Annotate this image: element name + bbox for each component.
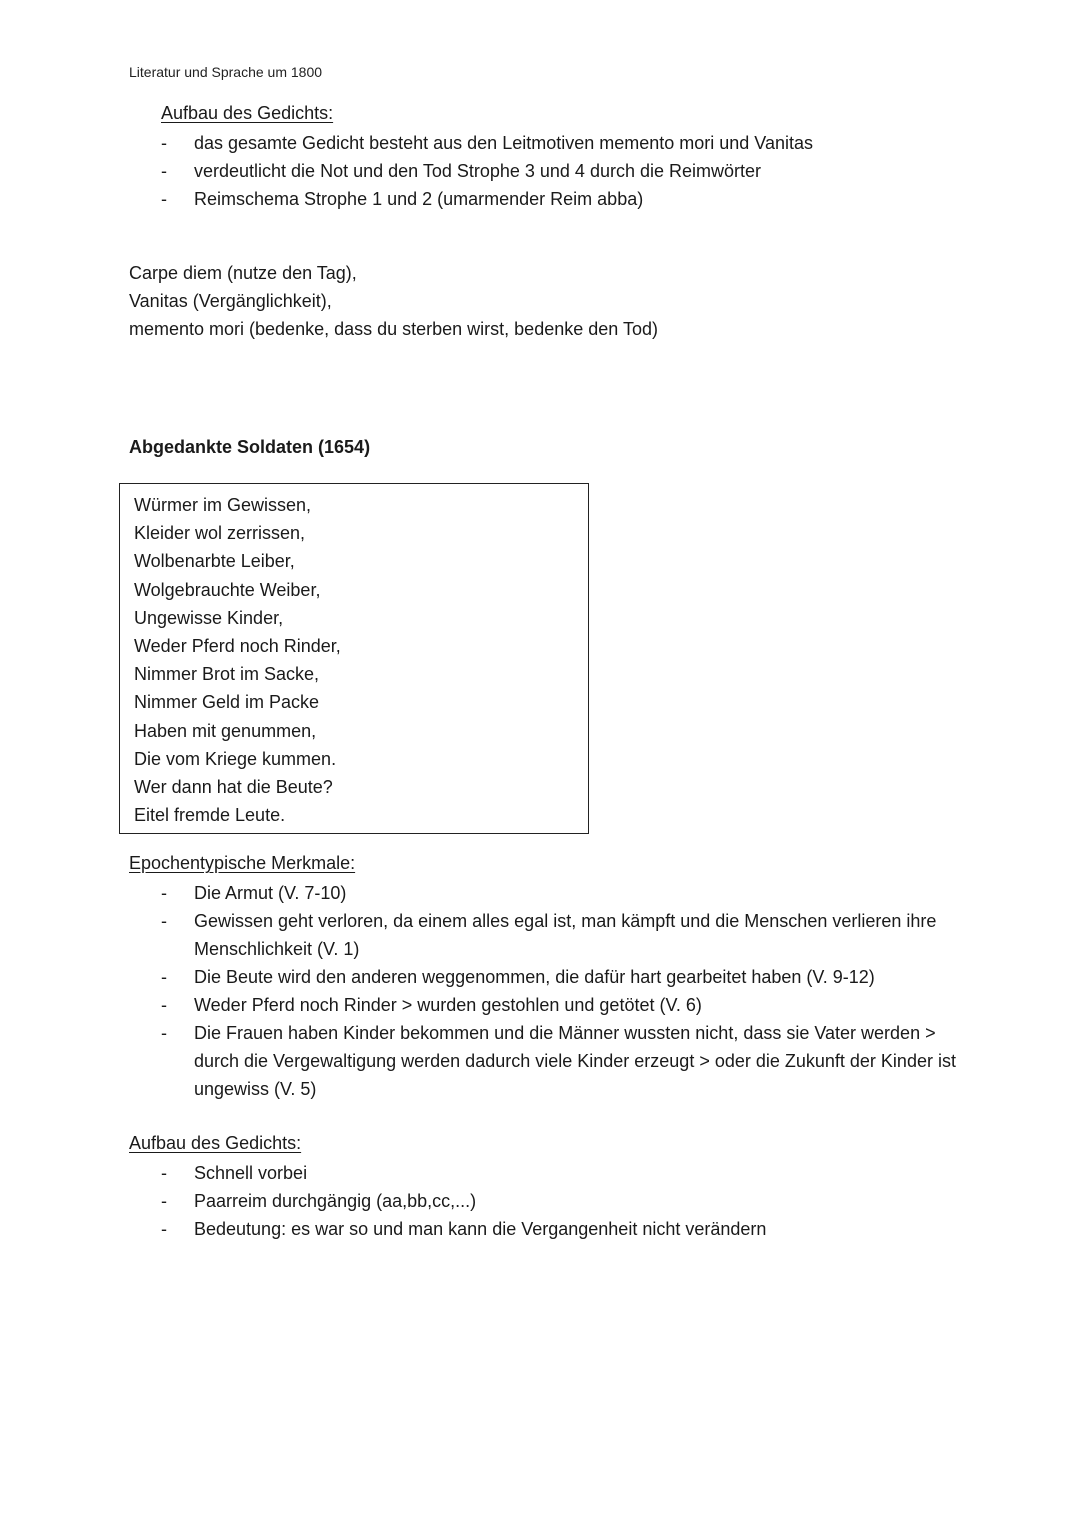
list-item: - Die Armut (V. 7-10) (129, 879, 959, 907)
list-item: - Bedeutung: es war so und man kann die Vergangenheit nicht verändern (129, 1215, 959, 1243)
poem-line: Wolbenarbte Leiber, (134, 551, 295, 572)
list-item: - Paarreim durchgängig (aa,bb,cc,...) (129, 1187, 959, 1215)
poem-line: Die vom Kriege kummen. (134, 748, 337, 769)
terms-block (129, 259, 658, 343)
poem-line: Ungewisse Kinder, (134, 607, 284, 628)
poem-line: Wolgebrauchte Weiber, (134, 579, 321, 600)
aufbau-list-1 (129, 129, 949, 213)
term-line: Carpe diem (nutze den Tag), (129, 263, 357, 283)
list-item: - Die Beute wird den anderen weggenommen, die dafür hart gearbeitet haben (V. 9-12) (129, 963, 959, 991)
term-line: memento mori (bedenke, dass du sterben wirst, bedenke den Tod) (129, 319, 658, 339)
list-item: - das gesamte Gedicht besteht aus den Leitmotiven memento mori und Vanitas (129, 129, 949, 157)
list-item: - Reimschema Strophe 1 und 2 (umarmender Reim abba) (129, 185, 949, 213)
list-item: - Schnell vorbei (129, 1159, 959, 1187)
poem-line: Haben mit genummen, (134, 720, 317, 741)
poem-line: Nimmer Geld im Packe (134, 692, 320, 713)
poem-line: Würmer im Gewissen, (134, 495, 312, 515)
page-header: Literatur und Sprache um 1800 (129, 64, 323, 80)
poem-line: Eitel fremde Leute. (134, 805, 286, 826)
poem-line: Wer dann hat die Beute? (134, 777, 333, 798)
term-line: Vanitas (Vergänglichkeit), (129, 291, 332, 311)
poem-line: Kleider wol zerrissen, (134, 523, 306, 544)
list-item: - Die Frauen haben Kinder bekommen und die Männer wussten nicht, dass sie Vater werden > durch die Vergewaltigung werden dadurch viele Kinder erzeugt > oder die Zukunft der Kinder ist ungewiss (V. 5) (129, 1019, 959, 1103)
list-item: - verdeutlicht die Not und den Tod Strophe 3 und 4 durch die Reimwörter (129, 157, 949, 185)
poem-line: Nimmer Brot im Sacke, (134, 664, 320, 685)
poem-box (119, 483, 589, 834)
merkmale-list (129, 879, 959, 1103)
list-item: - Gewissen geht verloren, da einem alles egal ist, man kämpft und die Menschen verlieren ihre Menschlichkeit (V. 1) (129, 907, 959, 963)
aufbau-list-2 (129, 1159, 959, 1243)
section-heading-merkmale: Epochentypische Merkmale: (129, 853, 356, 873)
poem-title: Abgedankte Soldaten (1654) (129, 437, 371, 457)
poem-line: Weder Pferd noch Rinder, (134, 636, 341, 657)
section-heading-aufbau-2: Aufbau des Gedichts: (129, 1133, 302, 1153)
section-heading-aufbau-1: Aufbau des Gedichts: (161, 103, 334, 123)
list-item: - Weder Pferd noch Rinder > wurden gestohlen und getötet (V. 6) (129, 991, 959, 1019)
